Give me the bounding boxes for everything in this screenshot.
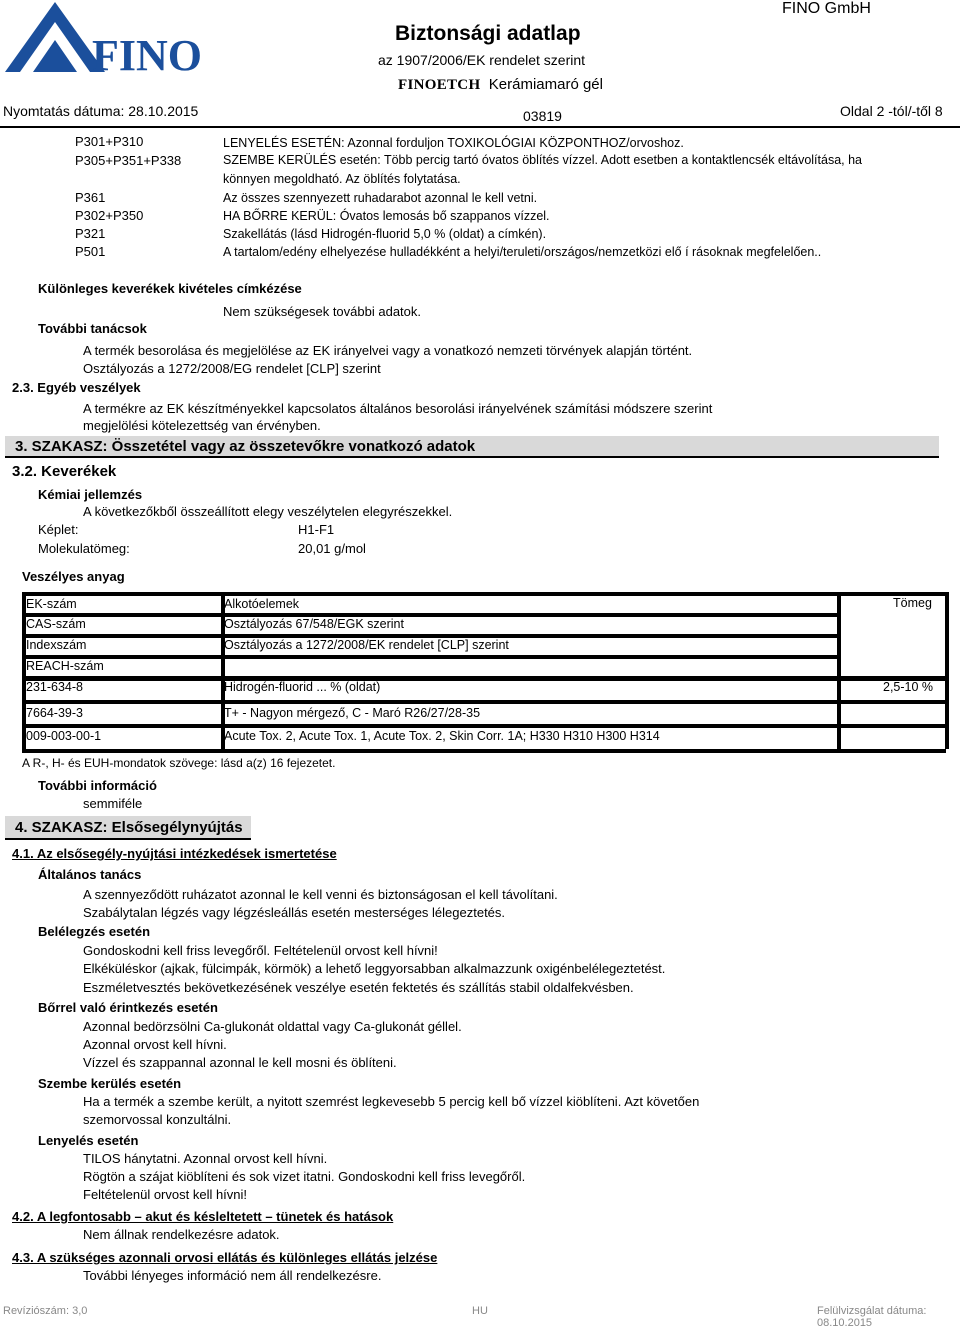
review-date: Felülvizsgálat dátuma: 08.10.2015 [817, 1305, 927, 1329]
further-advice-line: A termék besorolása és megjelölése az EK irányelvei vagy a vonatkozó nemzeti törvények alapján történt. [83, 343, 693, 358]
skin-text: Azonnal bedörzsölni Ca-glukonát oldattal vagy Ca-glukonát géllel. [83, 1019, 462, 1034]
skin-text: Vízzel és szappannal azonnal le kell mosni és öblíteni. [83, 1055, 397, 1070]
s41-heading: 4.1. Az elsősegély-nyújtási intézkedések ismertetése [12, 846, 337, 861]
cell-clp: Acute Tox. 2, Acute Tox. 1, Acute Tox. 2, Skin Corr. 1A; H330 H310 H300 H314 [224, 729, 660, 743]
p-code: P361 [75, 190, 106, 205]
inhalation-heading: Belélegzés esetén [38, 924, 151, 939]
s42-text: Nem állnak rendelkezésre adatok. [83, 1227, 280, 1242]
regulation-subtitle: az 1907/2006/EK rendelet szerint [378, 52, 586, 68]
section-4-bar [5, 816, 251, 840]
header-divider [0, 126, 960, 128]
col-dsd-classification: Osztályozás 67/548/EGK szerint [224, 617, 404, 631]
r-phrases-note: A R-, H- és EUH-mondatok szövege: lásd a(z) 16 fejezetet. [22, 756, 336, 770]
p-text: Szakellátás (lásd Hidrogén-fluorid 5,0 % (oldat) a címkén). [223, 227, 547, 241]
p-code: P302+P350 [75, 208, 144, 223]
s43-heading: 4.3. A szükséges azonnali orvosi ellátás és különleges ellátás jelzése [12, 1250, 438, 1265]
logo-text: FINO [92, 31, 200, 75]
cell-ec: 231-634-8 [26, 680, 83, 694]
ingestion-text: TILOS hánytatni. Azonnal orvost kell hívni. [83, 1151, 328, 1166]
table-row-line [22, 613, 838, 617]
table-row-line [22, 700, 946, 704]
mass-value: 20,01 g/mol [298, 541, 366, 556]
fino-logo [0, 0, 200, 75]
further-advice-line: Osztályozás a 1272/2008/EG rendelet [CLP] szerint [83, 361, 381, 376]
section-3-title: 3. SZAKASZ: Összetétel vagy az összetevőkre vonatkozó adatok [15, 438, 476, 455]
formula-label: Képlet: [38, 522, 79, 537]
p-code: P321 [75, 226, 106, 241]
cell-cas: 7664-39-3 [26, 706, 83, 720]
other-hazards-heading: 2.3. Egyéb veszélyek [12, 380, 141, 395]
table-row-line [22, 724, 946, 728]
mass-label: Molekulatömeg: [38, 541, 130, 556]
more-info-text: semmiféle [83, 796, 143, 811]
skin-heading: Bőrrel való érintkezés esetén [38, 1000, 218, 1015]
page-number: Oldal 2 -tól/-től 8 [840, 103, 943, 119]
more-info-heading: További információ [38, 778, 157, 793]
p-code: P301+P310 [75, 134, 144, 149]
eye-text: Ha a termék a szembe került, a nyitott szemrést legkevesebb 5 percig kell bő vízzel kiöblíteni. Azt követően [83, 1094, 700, 1109]
cell-index: 009-003-00-1 [26, 729, 102, 743]
inhalation-text: Elkéküléskor (ajkak, fülcimpák, körmök) a lehető leggyorsabban alkalmazzunk oxigénbelélegeztetést. [83, 961, 666, 976]
other-hazards-line: A termékre az EK készítményekkel kapcsolatos általános besorolási irányelvének számítási módszere szerint [83, 401, 713, 416]
ingestion-text: Rögtön a szájat kiöblíteni és sok vizet itatni. Gondoskodni kell friss levegőről. [83, 1169, 526, 1184]
cell-dsd: T+ - Nagyon mérgező, C - Maró R26/27/28-35 [224, 706, 481, 720]
chem-text: A következőkből összeállított elegy veszélytelen elegyrészekkel. [83, 504, 453, 519]
p-text: A tartalom/edény elhelyezése hulladékként a helyi/teruleti/országos/nemzetközi elő í rásoknak megfelelően.. [223, 245, 822, 259]
section-4-title: 4. SZAKASZ: Elsősegélynyújtás [15, 819, 243, 836]
p-text: HA BŐRRE KERÜL: Óvatos lemosás bő szappanos vízzel. [223, 209, 550, 223]
table-row-line [22, 676, 946, 681]
p-text: Az összes szennyezett ruhadarabot azonnal le kell vetni. [223, 191, 538, 205]
p-code: P501 [75, 244, 106, 259]
product-name: Kerámiamaró gél [488, 76, 603, 93]
hazard-heading: Veszélyes anyag [22, 569, 125, 584]
col-index-number: Indexszám [26, 638, 87, 652]
p-code: P305+P351+P338 [75, 153, 182, 168]
print-date: Nyomtatás dátuma: 28.10.2015 [3, 103, 199, 119]
s42-heading: 4.2. A legfontosabb – akut és késleltetett – tünetek és hatások [12, 1209, 394, 1224]
col-ec-number: EK-szám [26, 597, 77, 611]
col-mass: Tömeg [893, 596, 932, 610]
table-bottom-line [22, 749, 946, 753]
col-clp-classification: Osztályozás a 1272/2008/EK rendelet [CLP] szerint [224, 638, 509, 652]
table-row-line [22, 655, 838, 659]
revision-number: Revíziószám: 3,0 [3, 1305, 88, 1317]
skin-text: Azonnal orvost kell hívni. [83, 1037, 227, 1052]
col-components: Alkotóelemek [224, 597, 300, 611]
cell-substance-name: Hidrogén-fluorid ... % (oldat) [224, 680, 381, 694]
eye-text: szemorvossal konzultálni. [83, 1112, 232, 1127]
p-text: SZEMBE KERÜLÉS esetén: Több percig tartó óvatos öblítés vízzel. Adott esetben a kontaktlencsék eltávolítása, ha könnyen megoldható. Az öblítés folytatása. [223, 153, 863, 186]
general-text: A szennyeződött ruházatot azonnal le kell venni és biztonságosan el kell távolítani. [83, 887, 558, 902]
further-advice-heading: További tanácsok [38, 321, 147, 336]
inhalation-text: Gondoskodni kell friss levegőről. Feltételenül orvost kell hívni! [83, 943, 438, 958]
language-code: HU [472, 1305, 488, 1317]
mixtures-heading: 3.2. Keverékek [12, 463, 117, 480]
col-cas-number: CAS-szám [26, 617, 86, 631]
section-3-bar [5, 436, 939, 458]
col-reach-number: REACH-szám [26, 659, 104, 673]
special-label-text: Nem szükségesek további adatok. [223, 304, 421, 319]
formula-value: H1-F1 [298, 522, 335, 537]
product-line: FINOETCH [398, 77, 481, 93]
s43-text: További lényeges információ nem áll rendelkezésre. [83, 1268, 382, 1283]
special-label-heading: Különleges keverékek kivételes címkézése [38, 281, 302, 296]
ingestion-heading: Lenyelés esetén [38, 1133, 139, 1148]
table-top-line [22, 592, 946, 596]
other-hazards-line: megjelölési kötelezettség van érvényben. [83, 418, 321, 433]
cell-mass: 2,5-10 % [883, 680, 934, 694]
ingestion-text: Feltételenül orvost kell hívni! [83, 1187, 248, 1202]
product-title [398, 76, 603, 94]
general-heading: Általános tanács [38, 867, 142, 882]
general-text: Szabálytalan légzés vagy légzésleállás esetén mesterséges lélegeztetés. [83, 905, 506, 920]
eye-heading: Szembe kerülés esetén [38, 1076, 182, 1091]
document-title: Biztonsági adatlap [395, 22, 581, 45]
p-text: LENYELÉS ESETÉN: Azonnal forduljon TOXIKOLÓGIAI KÖZPONTHOZ/orvoshoz. [223, 136, 684, 150]
inhalation-text: Eszméletvesztés bekövetkezésének veszélye esetén fektetés és szállítás stabil oldalfekvésben. [83, 980, 634, 995]
product-code: 03819 [523, 108, 562, 124]
company-name: FINO GmbH [782, 0, 871, 17]
chem-heading: Kémiai jellemzés [38, 487, 143, 502]
